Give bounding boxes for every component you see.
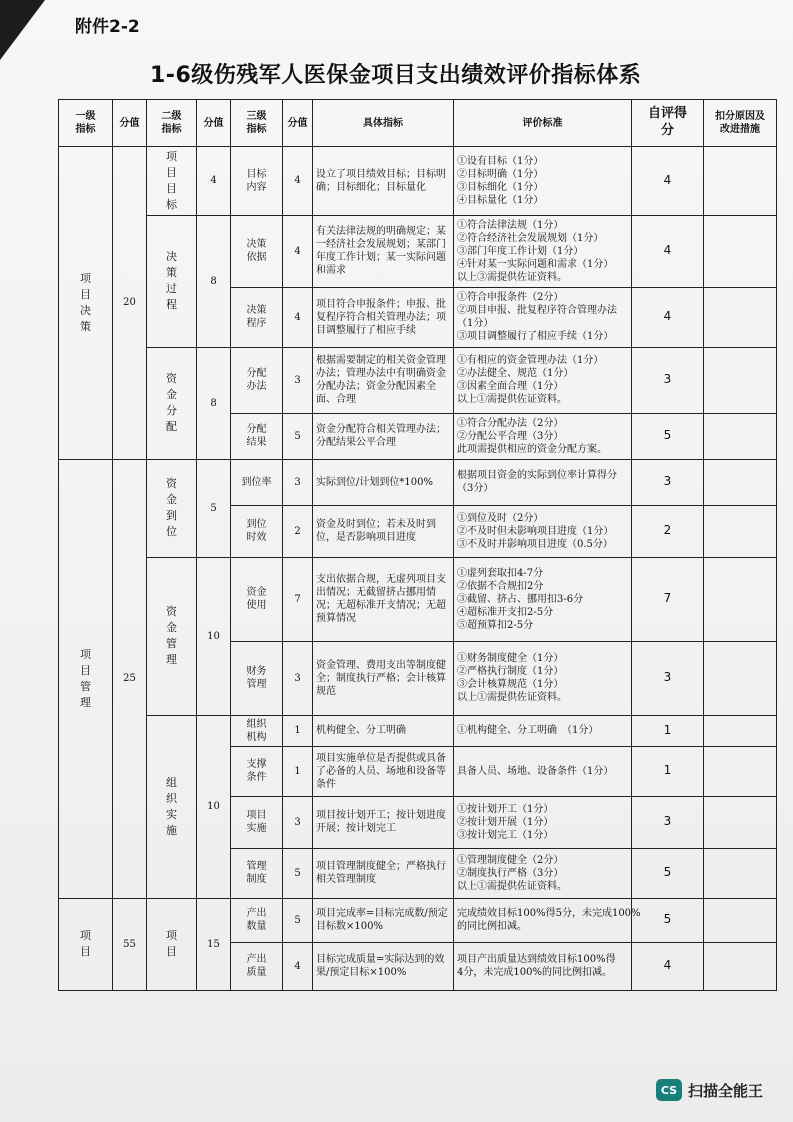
l3-cell: 决策 程序: [231, 287, 283, 347]
l3-cell: 产出 质量: [231, 942, 283, 990]
l3-score: 7: [283, 557, 313, 641]
l3-score: 3: [283, 347, 313, 413]
l3-score: 1: [283, 746, 313, 796]
l2-cell: 资 金 管 理: [147, 557, 197, 715]
l3-cell: 项目 实施: [231, 796, 283, 848]
l3-score: 2: [283, 505, 313, 557]
specific-cell: 资金管理、费用支出等制度健全；制度执行严格；会计核算规范: [313, 641, 454, 715]
self-score: 4: [632, 287, 704, 347]
criteria-cell: ①到位及时（2分） ②不及时但未影响项目进度（1分） ③不及时并影响项目进度（0.5分）: [454, 505, 632, 557]
criteria-cell: ①按计划开工（1分） ②按计划开展（1分） ③按计划完工（1分）: [454, 796, 632, 848]
reason-cell: [704, 347, 777, 413]
l1-cell: 项 目: [59, 898, 113, 990]
specific-cell: 项目符合申报条件；申报、批复程序符合相关管理办法；项目调整履行了相应手续: [313, 287, 454, 347]
criteria-cell: 根据项目资金的实际到位率计算得分 （3分）: [454, 459, 632, 505]
scanner-watermark: [656, 1079, 763, 1101]
l3-score: 4: [283, 942, 313, 990]
header-score2: 分值: [197, 100, 231, 147]
l3-cell: 分配 办法: [231, 347, 283, 413]
l1-score: 25: [113, 459, 147, 898]
reason-cell: [704, 641, 777, 715]
table-row: [59, 347, 777, 413]
criteria-cell: 完成绩效目标100%得5分，未完成100% 的同比例扣减。: [454, 898, 632, 942]
l2-score: 5: [197, 459, 231, 557]
self-score: 3: [632, 641, 704, 715]
self-score: 3: [632, 796, 704, 848]
criteria-cell: ①设有目标（1分） ②目标明确（1分） ③目标细化（1分） ④目标量化（1分）: [454, 147, 632, 216]
header-score3: 分值: [283, 100, 313, 147]
table-row: [59, 147, 777, 216]
criteria-cell: 项目产出质量达到绩效目标100%得 4分，未完成100%的同比例扣减。: [454, 942, 632, 990]
l3-score: 4: [283, 287, 313, 347]
table-row: [59, 215, 777, 287]
specific-cell: 项目按计划开工；按计划进度开展；按计划完工: [313, 796, 454, 848]
l3-cell: 到位率: [231, 459, 283, 505]
specific-cell: 机构健全、分工明确: [313, 715, 454, 746]
l3-cell: 到位 时效: [231, 505, 283, 557]
specific-cell: 资金分配符合相关管理办法；分配结果公平合理: [313, 413, 454, 459]
l2-score: 10: [197, 715, 231, 898]
l3-cell: 决策 依据: [231, 215, 283, 287]
l2-cell: 组 织 实 施: [147, 715, 197, 898]
self-score: 1: [632, 715, 704, 746]
reason-cell: [704, 287, 777, 347]
l3-score: 5: [283, 848, 313, 898]
reason-cell: [704, 898, 777, 942]
page-corner-fold: [0, 0, 45, 60]
header-criteria: 评价标准: [454, 100, 632, 147]
l1-cell: 项 目 决 策: [59, 147, 113, 460]
header-level3: 三级 指标: [231, 100, 283, 147]
l2-score: 10: [197, 557, 231, 715]
l3-score: 5: [283, 413, 313, 459]
specific-cell: 项目完成率=目标完成数/预定目标数×100%: [313, 898, 454, 942]
header-level2: 二级 指标: [147, 100, 197, 147]
self-score: 5: [632, 898, 704, 942]
self-score: 5: [632, 413, 704, 459]
l2-cell: 决 策 过 程: [147, 215, 197, 347]
reason-cell: [704, 215, 777, 287]
specific-cell: 项目管理制度健全；严格执行相关管理制度: [313, 848, 454, 898]
l3-score: 3: [283, 641, 313, 715]
reason-cell: [704, 413, 777, 459]
reason-cell: [704, 715, 777, 746]
l3-score: 5: [283, 898, 313, 942]
specific-cell: 设立了项目绩效目标；目标明确；目标细化；目标量化: [313, 147, 454, 216]
l2-score: 8: [197, 347, 231, 459]
l3-cell: 产出 数量: [231, 898, 283, 942]
self-score: 7: [632, 557, 704, 641]
self-score: 4: [632, 215, 704, 287]
l1-score: 20: [113, 147, 147, 460]
self-score: 4: [632, 942, 704, 990]
l3-score: 3: [283, 796, 313, 848]
l2-cell: 资 金 分 配: [147, 347, 197, 459]
header-score1: 分值: [113, 100, 147, 147]
self-score: 1: [632, 746, 704, 796]
reason-cell: [704, 557, 777, 641]
self-score: 3: [632, 347, 704, 413]
criteria-cell: ①符合分配办法（2分） ②分配公平合理（3分） 此项需提供相应的资金分配方案。: [454, 413, 632, 459]
specific-cell: 项目实施单位是否提供或具备了必备的人员、场地和设备等条件: [313, 746, 454, 796]
reason-cell: [704, 505, 777, 557]
specific-cell: 目标完成质量=实际达到的效果/预定目标×100%: [313, 942, 454, 990]
l3-cell: 财务 管理: [231, 641, 283, 715]
header-level1: 一级 指标: [59, 100, 113, 147]
reason-cell: [704, 796, 777, 848]
scanner-brand-text: 扫描全能王: [688, 1081, 764, 1100]
specific-cell: 实际到位/计划到位*100%: [313, 459, 454, 505]
criteria-cell: ①虚列套取扣4-7分 ②依据不合规扣2分 ③截留、挤占、挪用扣3-6分 ④超标准开支扣2-5分 ⑤超预算扣2-5分: [454, 557, 632, 641]
table-row: [59, 898, 777, 942]
l2-cell: 项 目: [147, 898, 197, 990]
l3-cell: 分配 结果: [231, 413, 283, 459]
l3-score: 4: [283, 215, 313, 287]
l1-cell: 项 目 管 理: [59, 459, 113, 898]
table-row: [59, 715, 777, 746]
header-reason: 扣分原因及 改进措施: [704, 100, 777, 147]
self-score: 4: [632, 147, 704, 216]
criteria-cell: 具备人员、场地、设备条件（1分）: [454, 746, 632, 796]
l3-score: 1: [283, 715, 313, 746]
l2-score: 15: [197, 898, 231, 990]
table-header-row: [59, 100, 777, 147]
l2-score: 4: [197, 147, 231, 216]
criteria-cell: ①符合法律法规（1分） ②符合经济社会发展规划（1分） ③部门年度工作计划（1分） ④针对某一实际问题和需求（1分） 以上③需提供佐证资料。: [454, 215, 632, 287]
l1-score: 55: [113, 898, 147, 990]
header-specific: 具体指标: [313, 100, 454, 147]
criteria-cell: ①管理制度健全（2分） ②制度执行严格（3分） 以上①需提供佐证资料。: [454, 848, 632, 898]
self-score: 3: [632, 459, 704, 505]
self-score: 5: [632, 848, 704, 898]
table-row: [59, 557, 777, 641]
l2-cell: 资 金 到 位: [147, 459, 197, 557]
camscanner-logo-icon: CS: [656, 1079, 682, 1101]
criteria-cell: ①财务制度健全（1分） ②严格执行制度（1分） ③会计核算规范（1分） 以上①需提供佐证资料。: [454, 641, 632, 715]
reason-cell: [704, 942, 777, 990]
l3-cell: 资金 使用: [231, 557, 283, 641]
reason-cell: [704, 746, 777, 796]
l3-cell: 组织 机构: [231, 715, 283, 746]
l3-score: 4: [283, 147, 313, 216]
criteria-cell: ①机构健全、分工明确 （1分）: [454, 715, 632, 746]
indicator-table: [58, 99, 777, 991]
l3-cell: 支撑 条件: [231, 746, 283, 796]
specific-cell: 有关法律法规的明确规定；某一经济社会发展规划；某部门年度工作计划；某一实际问题和需求: [313, 215, 454, 287]
page-title: 1-6级伤残军人医保金项目支出绩效评价指标体系: [150, 63, 642, 88]
self-score: 2: [632, 505, 704, 557]
criteria-cell: ①有相应的资金管理办法（1分） ②办法健全、规范（1分） ③因素全面合理（1分） 以上①需提供佐证资料。: [454, 347, 632, 413]
attachment-label: 附件2-2: [75, 17, 140, 37]
specific-cell: 资金及时到位；若未及时到位，是否影响项目进度: [313, 505, 454, 557]
header-self-score: 自评得 分: [632, 100, 704, 147]
specific-cell: 根据需要制定的相关资金管理办法；管理办法中有明确资金分配办法；资金分配因素全面、合理: [313, 347, 454, 413]
l2-cell: 项 目 目 标: [147, 147, 197, 216]
reason-cell: [704, 459, 777, 505]
reason-cell: [704, 147, 777, 216]
l3-cell: 管理 制度: [231, 848, 283, 898]
l2-score: 8: [197, 215, 231, 347]
table-row: [59, 459, 777, 505]
l3-score: 3: [283, 459, 313, 505]
reason-cell: [704, 848, 777, 898]
specific-cell: 支出依据合规，无虚列项目支出情况；无截留挤占挪用情况；无超标准开支情况；无超预算情况: [313, 557, 454, 641]
criteria-cell: ①符合申报条件（2分） ②项目申报、批复程序符合管理办法 （1分） ③项目调整履行了相应手续（1分）: [454, 287, 632, 347]
l3-cell: 目标 内容: [231, 147, 283, 216]
